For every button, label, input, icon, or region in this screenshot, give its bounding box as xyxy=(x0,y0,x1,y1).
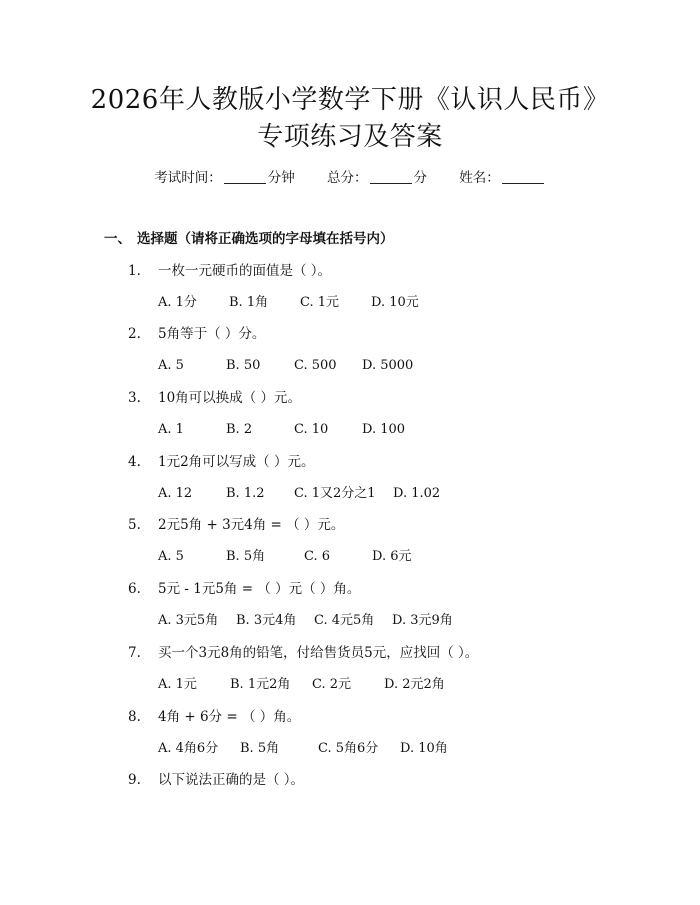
question-4-options xyxy=(158,485,440,503)
question-number: 6. xyxy=(128,581,141,597)
question-number: 2. xyxy=(128,326,141,342)
exam-time-blank xyxy=(224,169,266,184)
option-c: C. 6 xyxy=(304,549,331,564)
option-b: B. 5角 xyxy=(240,741,280,756)
question-6 xyxy=(128,580,360,598)
question-number: 9. xyxy=(128,772,141,788)
question-text: 5元 - 1元5角 = （ ）元（ ）角。 xyxy=(158,581,361,597)
question-text: 一枚一元硬币的面值是（ ）。 xyxy=(158,263,332,279)
option-b: B. 1.2 xyxy=(226,486,265,501)
total-score-label: 总分： xyxy=(327,170,368,186)
question-7-options xyxy=(158,676,445,694)
option-a: A. 1分 xyxy=(158,295,197,310)
question-4 xyxy=(128,453,314,471)
exam-info-row xyxy=(0,169,700,187)
option-a: A. 1 xyxy=(158,422,184,437)
question-7 xyxy=(128,644,478,662)
question-3 xyxy=(128,389,301,407)
question-3-options xyxy=(158,421,405,439)
option-c: C. 1元 xyxy=(300,295,340,310)
option-c: C. 10 xyxy=(294,422,329,437)
option-d: D. 10角 xyxy=(400,741,448,756)
exam-time-field xyxy=(154,170,299,186)
option-b: B. 2 xyxy=(226,422,253,437)
student-name-field xyxy=(459,170,546,186)
option-c: C. 4元5角 xyxy=(314,613,375,628)
question-number: 5. xyxy=(128,517,141,533)
student-name-blank xyxy=(502,169,544,184)
option-d: D. 5000 xyxy=(362,358,414,373)
document-title-line-2: 专项练习及答案 xyxy=(257,122,443,152)
option-b: B. 5角 xyxy=(226,549,266,564)
student-name-label: 姓名： xyxy=(459,170,500,186)
option-b: B. 50 xyxy=(226,358,261,373)
option-a: A. 12 xyxy=(158,486,193,501)
question-6-options xyxy=(158,612,453,630)
question-text: 5角等于（ ）分。 xyxy=(158,326,266,342)
option-c: C. 2元 xyxy=(312,677,352,692)
question-number: 8. xyxy=(128,709,141,725)
question-9 xyxy=(128,771,304,789)
document-title-line-1: 2026年人教版小学数学下册《认识人民币》 xyxy=(90,85,610,115)
question-8 xyxy=(128,708,300,726)
exam-time-unit: 分钟 xyxy=(267,170,295,186)
option-a: A. 5 xyxy=(158,358,184,373)
question-number: 1. xyxy=(128,263,141,279)
question-number: 7. xyxy=(128,645,141,661)
question-text: 以下说法正确的是（ ）。 xyxy=(158,772,305,788)
option-a: A. 1元 xyxy=(158,677,197,692)
total-score-field xyxy=(327,170,431,186)
option-c: C. 1又2分之1 xyxy=(294,486,376,501)
option-d: D. 100 xyxy=(362,422,406,437)
question-5 xyxy=(128,516,344,534)
total-score-blank xyxy=(370,169,412,184)
question-text: 1元2角可以写成（ ）元。 xyxy=(158,454,315,470)
section-number: 一、 xyxy=(104,231,131,247)
question-1 xyxy=(128,262,331,280)
option-b: B. 3元4角 xyxy=(236,613,297,628)
question-text: 4角 + 6分 = （ ）角。 xyxy=(158,709,301,725)
question-text: 买一个3元8角的铅笔，付给售货员5元，应找回（ ）。 xyxy=(158,645,479,661)
question-1-options xyxy=(158,294,419,312)
option-d: D. 2元2角 xyxy=(384,677,445,692)
option-d: D. 3元9角 xyxy=(392,613,453,628)
question-text: 2元5角 + 3元4角 = （ ）元。 xyxy=(158,517,345,533)
exam-time-label: 考试时间： xyxy=(154,170,222,186)
question-2-options xyxy=(158,357,413,375)
option-a: A. 4角6分 xyxy=(158,741,219,756)
question-number: 4. xyxy=(128,454,141,470)
option-a: A. 3元5角 xyxy=(158,613,219,628)
option-c: C. 500 xyxy=(294,358,337,373)
total-score-unit: 分 xyxy=(413,170,427,186)
question-text: 10角可以换成（ ）元。 xyxy=(158,390,301,406)
option-a: A. 5 xyxy=(158,549,184,564)
section-title: 选择题（请将正确选项的字母填在括号内） xyxy=(137,231,394,247)
option-d: D. 10元 xyxy=(371,295,419,310)
question-2 xyxy=(128,325,265,343)
option-c: C. 5角6分 xyxy=(318,741,379,756)
option-b: B. 1元2角 xyxy=(230,677,291,692)
option-d: D. 6元 xyxy=(372,549,412,564)
question-number: 3. xyxy=(128,390,141,406)
option-b: B. 1角 xyxy=(229,295,269,310)
section-heading xyxy=(104,230,394,248)
question-8-options xyxy=(158,740,448,758)
option-d: D. 1.02 xyxy=(393,486,441,501)
question-5-options xyxy=(158,548,412,566)
